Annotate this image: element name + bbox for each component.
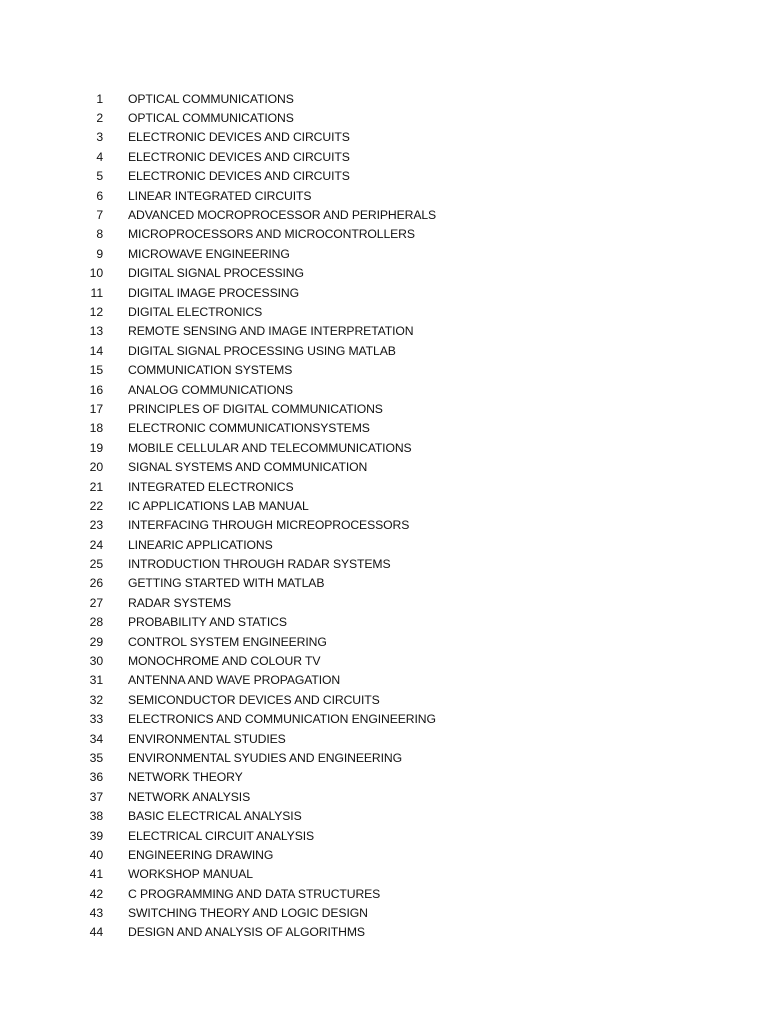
item-number: 20 <box>89 460 103 475</box>
list-item <box>0 516 768 535</box>
item-number: 43 <box>89 906 103 921</box>
item-title: NETWORK THEORY <box>128 770 243 785</box>
item-title: C PROGRAMMING AND DATA STRUCTURES <box>128 886 381 901</box>
item-number: 21 <box>89 479 103 494</box>
item-title: REMOTE SENSING AND IMAGE INTERPRETATION <box>128 324 414 339</box>
item-title: RADAR SYSTEMS <box>128 595 231 610</box>
item-title: LINEAR INTEGRATED CIRCUITS <box>128 188 312 203</box>
item-number: 22 <box>89 498 103 513</box>
item-title: NETWORK ANALYSIS <box>128 789 251 804</box>
item-title: ENVIRONMENTAL STUDIES <box>128 731 286 746</box>
list-item <box>0 923 768 942</box>
item-title: MONOCHROME AND COLOUR TV <box>128 654 321 669</box>
item-title: ELECTRONICS AND COMMUNICATION ENGINEERING <box>128 712 436 727</box>
list-item <box>0 128 768 147</box>
item-number: 29 <box>89 634 103 649</box>
item-title: INTEGRATED ELECTRONICS <box>128 479 294 494</box>
item-number: 15 <box>89 363 103 378</box>
item-number: 37 <box>89 789 103 804</box>
book-list <box>0 89 768 942</box>
list-item <box>0 768 768 787</box>
item-title: SEMICONDUCTOR DEVICES AND CIRCUITS <box>128 692 380 707</box>
item-number: 27 <box>89 595 103 610</box>
item-number: 2 <box>96 111 103 126</box>
list-item <box>0 593 768 612</box>
list-item <box>0 613 768 632</box>
item-title: DIGITAL IMAGE PROCESSING <box>128 285 299 300</box>
item-number: 4 <box>96 149 103 164</box>
item-number: 34 <box>89 731 103 746</box>
item-number: 6 <box>96 188 103 203</box>
list-item <box>0 651 768 670</box>
item-title: PRINCIPLES OF DIGITAL COMMUNICATIONS <box>128 401 383 416</box>
item-title: GETTING STARTED WITH MATLAB <box>128 576 325 591</box>
list-item <box>0 535 768 554</box>
item-number: 24 <box>89 537 103 552</box>
list-item <box>0 884 768 903</box>
item-number: 32 <box>89 692 103 707</box>
item-number: 41 <box>89 867 103 882</box>
list-item <box>0 748 768 767</box>
item-number: 31 <box>89 673 103 688</box>
list-item <box>0 360 768 379</box>
item-number: 18 <box>89 421 103 436</box>
item-number: 16 <box>89 382 103 397</box>
item-title: COMMUNICATION SYSTEMS <box>128 363 293 378</box>
item-number: 9 <box>96 246 103 261</box>
item-title: OPTICAL COMMUNICATIONS <box>128 91 294 106</box>
item-title: ELECTRONIC DEVICES AND CIRCUITS <box>128 149 350 164</box>
item-number: 19 <box>89 440 103 455</box>
item-title: SWITCHING THEORY AND LOGIC DESIGN <box>128 906 368 921</box>
item-title: ADVANCED MOCROPROCESSOR AND PERIPHERALS <box>128 208 437 223</box>
list-item <box>0 147 768 166</box>
item-number: 25 <box>89 557 103 572</box>
list-item <box>0 787 768 806</box>
list-item <box>0 205 768 224</box>
item-number: 30 <box>89 654 103 669</box>
list-item <box>0 865 768 884</box>
list-item <box>0 671 768 690</box>
item-number: 23 <box>89 518 103 533</box>
item-number: 7 <box>96 208 103 223</box>
item-title: DIGITAL SIGNAL PROCESSING USING MATLAB <box>128 343 396 358</box>
list-item <box>0 806 768 825</box>
list-item <box>0 225 768 244</box>
list-item <box>0 496 768 515</box>
item-number: 38 <box>89 809 103 824</box>
list-item <box>0 322 768 341</box>
item-number: 17 <box>89 401 103 416</box>
item-title: INTRODUCTION THROUGH RADAR SYSTEMS <box>128 557 391 572</box>
list-item <box>0 380 768 399</box>
item-title: ELECTRONIC DEVICES AND CIRCUITS <box>128 169 350 184</box>
item-title: BASIC ELECTRICAL ANALYSIS <box>128 809 302 824</box>
item-title: ANALOG COMMUNICATIONS <box>128 382 293 397</box>
list-item <box>0 457 768 476</box>
item-title: ELECTRONIC COMMUNICATIONSYSTEMS <box>128 421 370 436</box>
item-number: 39 <box>89 828 103 843</box>
item-title: ENVIRONMENTAL SYUDIES AND ENGINEERING <box>128 750 402 765</box>
item-number: 3 <box>96 130 103 145</box>
item-number: 36 <box>89 770 103 785</box>
item-title: ELECTRICAL CIRCUIT ANALYSIS <box>128 828 315 843</box>
item-title: MICROWAVE ENGINEERING <box>128 246 290 261</box>
item-number: 40 <box>89 847 103 862</box>
item-number: 1 <box>96 91 103 106</box>
list-item <box>0 167 768 186</box>
item-number: 26 <box>89 576 103 591</box>
item-title: DIGITAL ELECTRONICS <box>128 304 263 319</box>
item-number: 14 <box>89 343 103 358</box>
list-item <box>0 632 768 651</box>
item-number: 12 <box>89 304 103 319</box>
item-title: PROBABILITY AND STATICS <box>128 615 287 630</box>
list-item <box>0 845 768 864</box>
item-title: LINEARIC APPLICATIONS <box>128 537 273 552</box>
list-item <box>0 903 768 922</box>
item-number: 11 <box>90 285 103 300</box>
list-item <box>0 438 768 457</box>
list-item <box>0 729 768 748</box>
list-item <box>0 341 768 360</box>
list-item <box>0 283 768 302</box>
list-item <box>0 477 768 496</box>
item-number: 35 <box>89 750 103 765</box>
list-item <box>0 108 768 127</box>
list-item <box>0 690 768 709</box>
list-item <box>0 244 768 263</box>
item-title: ELECTRONIC DEVICES AND CIRCUITS <box>128 130 350 145</box>
item-title: ANTENNA AND WAVE PROPAGATION <box>128 673 341 688</box>
list-item <box>0 710 768 729</box>
item-number: 28 <box>89 615 103 630</box>
item-title: IC APPLICATIONS LAB MANUAL <box>128 498 309 513</box>
item-number: 8 <box>96 227 103 242</box>
item-title: MOBILE CELLULAR AND TELECOMMUNICATIONS <box>128 440 412 455</box>
item-title: OPTICAL COMMUNICATIONS <box>128 111 294 126</box>
list-item <box>0 89 768 108</box>
list-item <box>0 554 768 573</box>
list-item <box>0 186 768 205</box>
item-title: INTERFACING THROUGH MICREOPROCESSORS <box>128 518 410 533</box>
list-item <box>0 399 768 418</box>
item-number: 33 <box>89 712 103 727</box>
list-item <box>0 419 768 438</box>
item-title: DIGITAL SIGNAL PROCESSING <box>128 266 304 281</box>
item-number: 10 <box>89 266 103 281</box>
item-number: 5 <box>96 169 103 184</box>
item-number: 44 <box>89 925 103 940</box>
item-title: ENGINEERING DRAWING <box>128 847 274 862</box>
item-title: MICROPROCESSORS AND MICROCONTROLLERS <box>128 227 415 242</box>
item-number: 13 <box>89 324 103 339</box>
item-title: WORKSHOP MANUAL <box>128 867 253 882</box>
list-item <box>0 302 768 321</box>
item-title: SIGNAL SYSTEMS AND COMMUNICATION <box>128 460 368 475</box>
list-item <box>0 264 768 283</box>
list-item <box>0 826 768 845</box>
item-title: CONTROL SYSTEM ENGINEERING <box>128 634 327 649</box>
list-item <box>0 574 768 593</box>
item-title: DESIGN AND ANALYSIS OF ALGORITHMS <box>128 925 365 940</box>
item-number: 42 <box>89 886 103 901</box>
